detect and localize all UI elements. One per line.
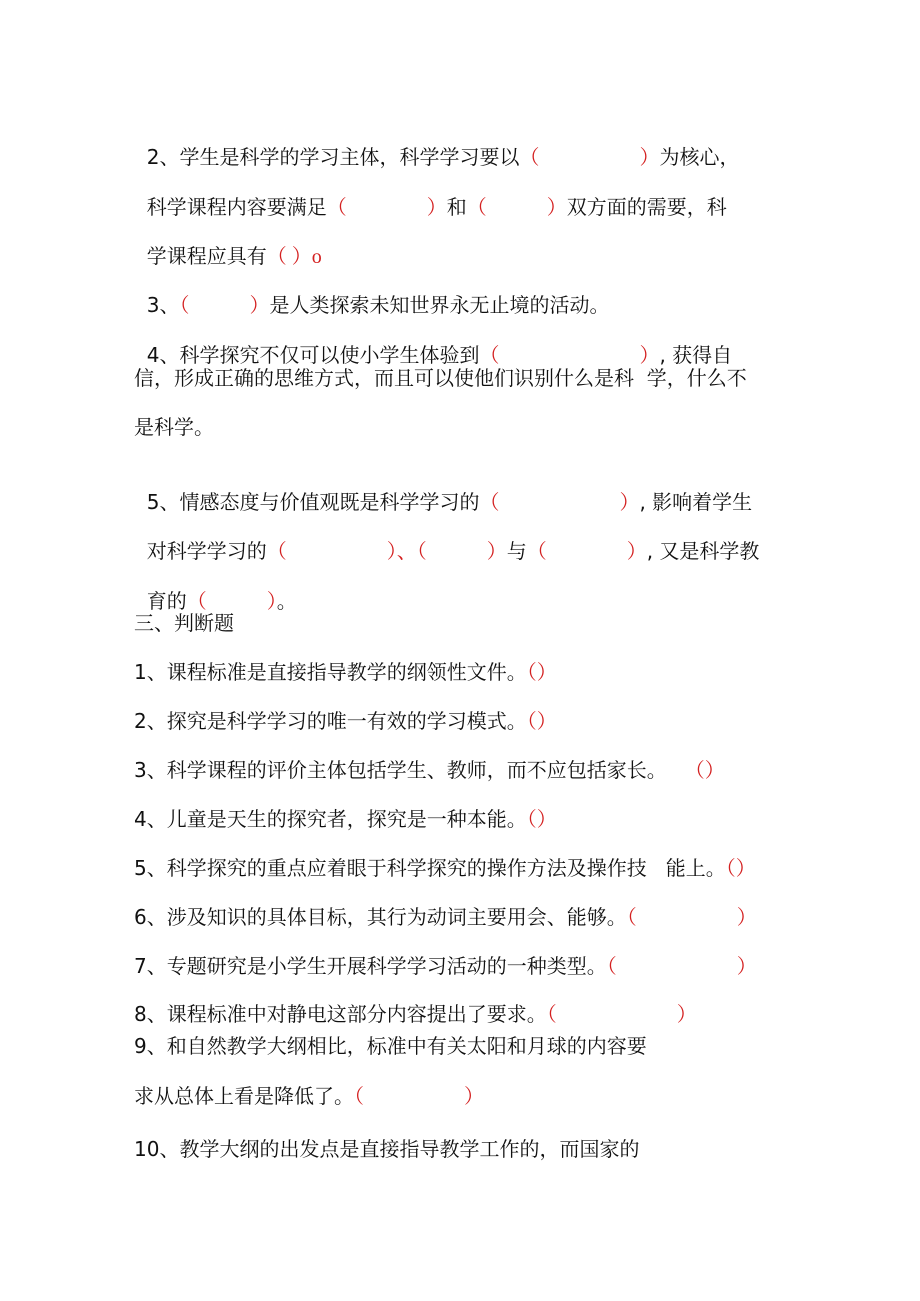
answer-blank[interactable]: （ ） [416,541,507,563]
judge-item-text: 7、专题研究是小学生开展科学学习活动的一种类型。 [134,954,607,978]
judge-item-text: 2、探究是科学学习的唯一有效的学习模式。 [134,709,527,733]
judge-item [134,757,725,784]
q2-line-2 [134,168,727,221]
judge-answer-blank[interactable]: （） [526,809,557,831]
q4-text: , 获得自 [659,343,733,367]
q5-text: 。 [276,589,297,613]
judge-answer-blank[interactable]: （ ） [626,907,757,929]
q4-line-3: 是科学。 [134,415,214,439]
q5-separator: 、 [396,541,417,563]
q3-number: 3、 [146,293,180,317]
judge-item [134,1033,647,1059]
answer-blank[interactable]: （ ） [186,591,277,613]
judge-item [134,953,757,980]
judge-answer-blank[interactable]: （） [725,858,756,880]
judge-answer-blank[interactable]: （ ） [606,956,757,978]
q2-text: o [311,246,322,268]
q5-text: 与 [506,539,527,563]
q2-text: 双方面的需要，科 [566,195,727,219]
judge-answer-blank[interactable]: （） [684,760,725,782]
judge-item [134,855,756,882]
judge-answer-blank[interactable]: （） [526,711,557,733]
answer-blank[interactable]: （ ） [326,197,447,219]
judge-item-text: 4、儿童是天生的探究者，探究是一种本能。 [134,807,527,831]
judge-item-text: 10、教学大纲的出发点是直接指导教学工作的，而国家的 [134,1137,640,1161]
q2-text: 科学课程内容要满足 [146,195,327,219]
answer-blank[interactable]: （ ） [479,492,640,514]
judge-item [134,1001,697,1028]
judge-item-text: 求从总体上看是降低了。 [134,1084,354,1108]
q4-text: 4、科学探究不仅可以使小学生体验到 [146,343,480,367]
answer-blank[interactable]: （ ） [266,541,397,563]
judge-item [134,659,557,686]
judge-item [134,1136,639,1162]
judge-item-text: 1、课程标准是直接指导教学的纲领性文件。 [134,660,527,684]
q2-text: 2、学生是科学的学习主体，科学学习要以 [146,145,520,169]
q5-text: 育的 [146,589,187,613]
judge-answer-blank[interactable]: （） [526,662,557,684]
judge-item-text: 6、涉及知识的具体目标，其行为动词主要用会、能够。 [134,905,627,929]
judge-item [134,708,557,735]
answer-blank[interactable]: （ ） [479,345,660,367]
judge-item-text: 5、科学探究的重点应着眼于科学探究的操作方法及操作技 能上。 [134,856,726,880]
section-heading: 三、判断题 [134,611,234,635]
answer-blank[interactable]: （ ） [266,246,312,268]
judge-answer-blank[interactable]: （ ） [354,1086,484,1108]
q2-line-1 [134,118,739,171]
judge-item-text: 3、科学课程的评价主体包括学生、教师，而不应包括家长。 [134,758,667,782]
answer-blank[interactable]: （ ） [526,541,647,563]
q2-line-3 [134,217,322,270]
answer-blank[interactable]: （ ） [519,147,660,169]
q5-text: 对科学学习的 [146,539,267,563]
answer-blank[interactable]: （ ） [179,295,270,317]
q3-text: 是人类探索未知世界永无止境的活动。 [269,293,610,317]
q5-text: , 影响着学生 [639,490,753,514]
answer-blank[interactable]: （ ） [466,197,567,219]
judge-item [134,806,557,833]
q5-line-2 [134,512,759,565]
judge-item [134,1083,484,1110]
q5-text: , 又是科学教 [646,539,760,563]
judge-answer-blank[interactable]: （ ） [546,1004,697,1026]
q2-text: 学课程应具有 [146,244,267,268]
q2-text: 和 [446,195,467,219]
q4-line-2: 信，形成正确的思维方式，而且可以使他们识别什么是科 学，什么不 [134,366,747,390]
q4-line-1 [134,316,732,369]
judge-item [134,904,757,931]
q3-line [134,266,609,319]
q5-text: 5、情感态度与价值观既是科学学习的 [146,490,480,514]
judge-item-text: 8、课程标准中对静电这部分内容提出了要求。 [134,1002,547,1026]
judge-item-text: 9、和自然教学大纲相比，标准中有关太阳和月球的内容要 [134,1034,647,1058]
q5-line-3 [134,562,297,615]
q5-line-1 [134,463,752,516]
q2-text: 为核心， [659,145,740,169]
